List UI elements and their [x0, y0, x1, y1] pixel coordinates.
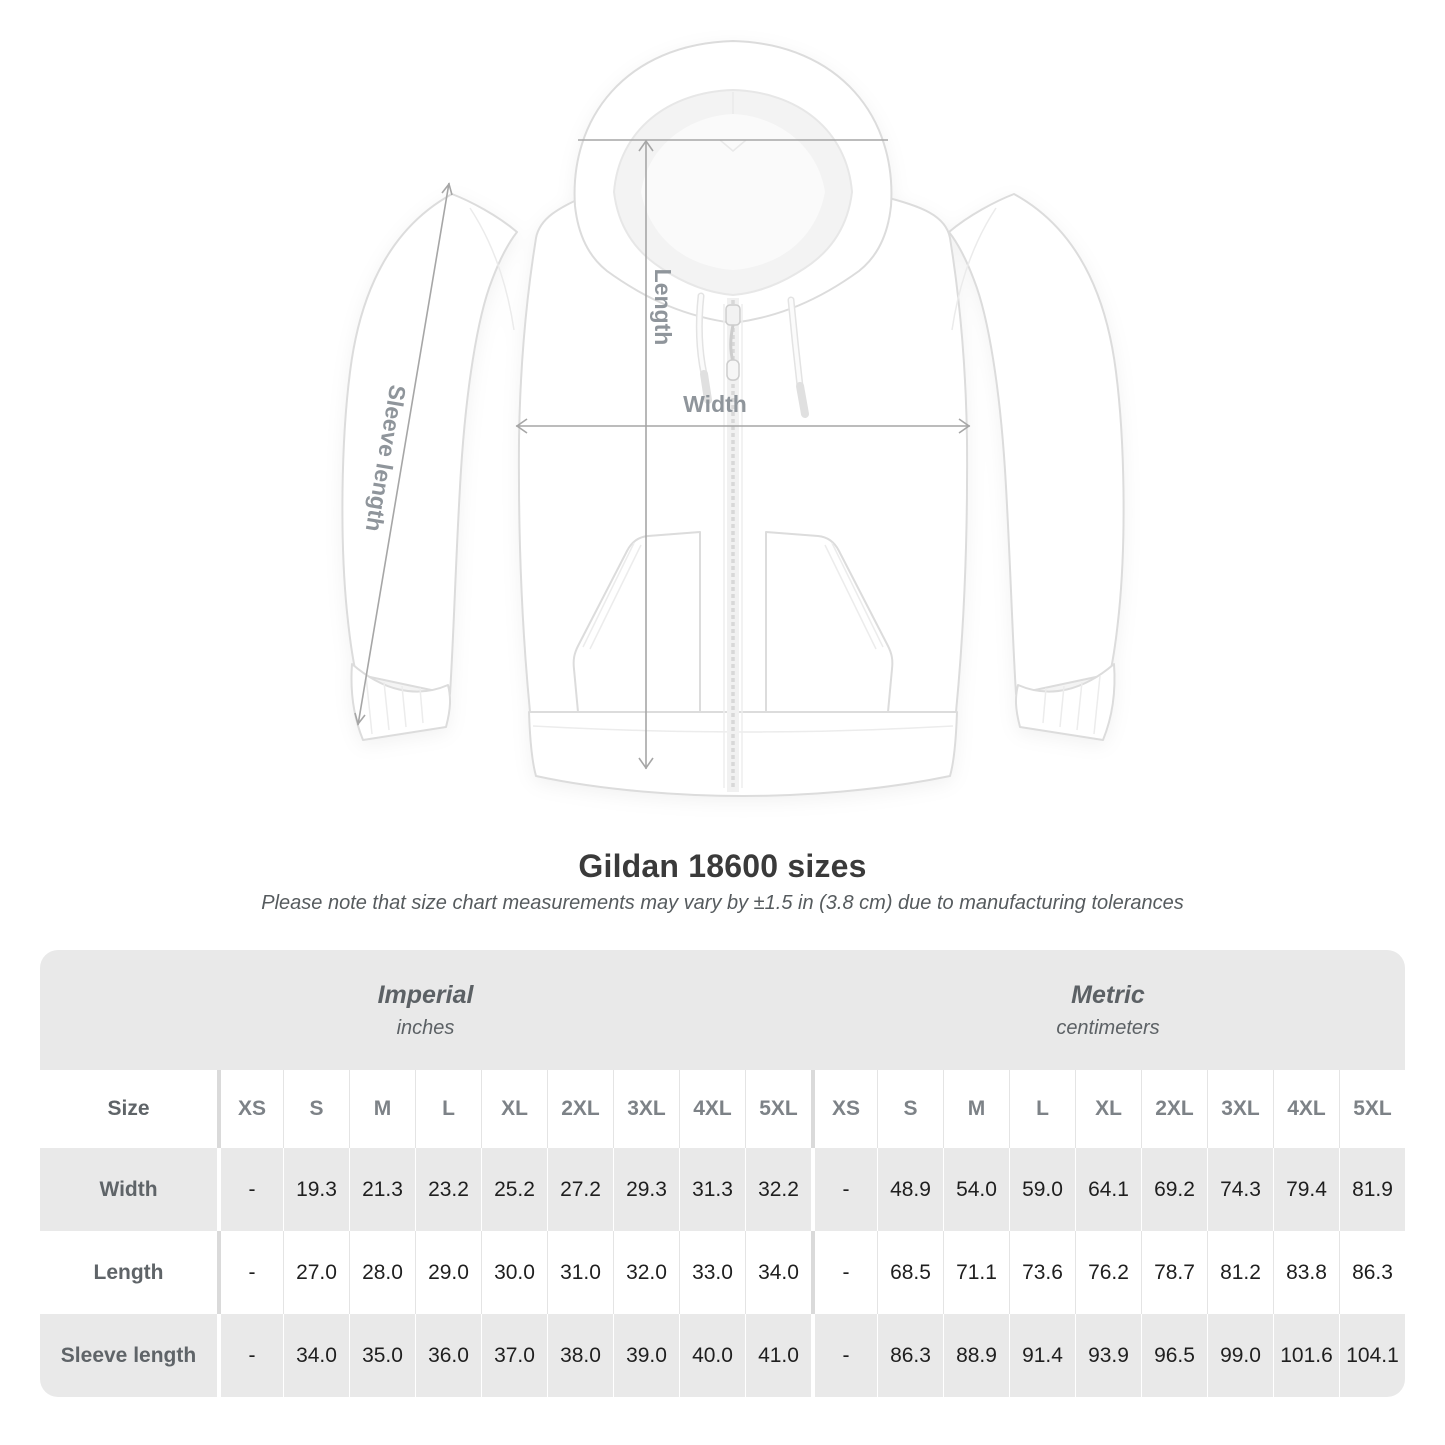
- imperial-unit: inches: [396, 1016, 455, 1039]
- value-cell: 88.9: [943, 1314, 1009, 1397]
- value-cell: -: [217, 1314, 283, 1397]
- value-cell: 30.0: [481, 1231, 547, 1314]
- value-cell: 96.5: [1141, 1314, 1207, 1397]
- value-cell: 74.3: [1207, 1148, 1273, 1231]
- sleeve-measure-label: Sleeve length: [360, 383, 412, 534]
- size-cell: 2XL: [1141, 1070, 1207, 1148]
- size-cell: 3XL: [613, 1070, 679, 1148]
- value-cell: 27.2: [547, 1148, 613, 1231]
- value-cell: 76.2: [1075, 1231, 1141, 1314]
- value-cell: 99.0: [1207, 1314, 1273, 1397]
- value-cell: 28.0: [349, 1231, 415, 1314]
- value-cell: -: [811, 1314, 877, 1397]
- value-cell: 64.1: [1075, 1148, 1141, 1231]
- value-cell: 29.3: [613, 1148, 679, 1231]
- value-cell: 86.3: [877, 1314, 943, 1397]
- value-cell: 37.0: [481, 1314, 547, 1397]
- value-cell: 34.0: [745, 1231, 811, 1314]
- value-cell: 101.6: [1273, 1314, 1339, 1397]
- value-cell: 93.9: [1075, 1314, 1141, 1397]
- zipper-pull: [727, 360, 739, 380]
- metric-unit: centimeters: [1056, 1016, 1160, 1039]
- size-header-row: [40, 1070, 1405, 1148]
- size-cell: 3XL: [1207, 1070, 1273, 1148]
- value-cell: 27.0: [283, 1231, 349, 1314]
- row-label: Sleeve length: [60, 1343, 197, 1367]
- value-cell: 31.3: [679, 1148, 745, 1231]
- size-cell: M: [943, 1070, 1009, 1148]
- value-cell: 69.2: [1141, 1148, 1207, 1231]
- size-cell: S: [283, 1070, 349, 1148]
- hoodie-illustration: [342, 41, 1123, 796]
- size-cell: L: [415, 1070, 481, 1148]
- width-measure-label: Width: [683, 391, 747, 417]
- value-cell: 79.4: [1273, 1148, 1339, 1231]
- value-cell: 71.1: [943, 1231, 1009, 1314]
- value-cell: 19.3: [283, 1148, 349, 1231]
- size-cell: XS: [811, 1070, 877, 1148]
- width-row: [40, 1148, 1405, 1231]
- hem-band: [529, 712, 957, 796]
- metric-header: [811, 950, 1405, 1070]
- value-cell: -: [811, 1148, 877, 1231]
- value-cell: 81.9: [1339, 1148, 1405, 1231]
- value-cell: 36.0: [415, 1314, 481, 1397]
- page-title: Gildan 18600 sizes: [578, 848, 867, 884]
- size-cell: 5XL: [1339, 1070, 1405, 1148]
- imperial-header: [40, 950, 811, 1070]
- value-cell: 83.8: [1273, 1231, 1339, 1314]
- value-cell: 78.7: [1141, 1231, 1207, 1314]
- row-label: Width: [99, 1177, 158, 1201]
- size-cell: XL: [481, 1070, 547, 1148]
- value-cell: 40.0: [679, 1314, 745, 1397]
- right-sleeve: [949, 194, 1124, 694]
- tolerance-note: Please note that size chart measurements may vary by ±1.5 in (3.8 cm) due to manufacturing tolerances: [261, 892, 1184, 914]
- size-table: [40, 950, 1405, 1397]
- value-cell: 104.1: [1339, 1314, 1405, 1397]
- size-cell: 4XL: [1273, 1070, 1339, 1148]
- value-cell: 25.2: [481, 1148, 547, 1231]
- value-cell: 23.2: [415, 1148, 481, 1231]
- value-cell: 68.5: [877, 1231, 943, 1314]
- size-cell: 5XL: [745, 1070, 811, 1148]
- length-measure-label: Length: [650, 268, 676, 346]
- value-cell: 41.0: [745, 1314, 811, 1397]
- imperial-title: Imperial: [377, 980, 474, 1009]
- sleeve-length-row: [40, 1314, 1405, 1397]
- unit-header-band: [40, 950, 1405, 1070]
- value-cell: 31.0: [547, 1231, 613, 1314]
- value-cell: 73.6: [1009, 1231, 1075, 1314]
- size-cell: XS: [217, 1070, 283, 1148]
- size-cell: 4XL: [679, 1070, 745, 1148]
- value-cell: -: [811, 1231, 877, 1314]
- value-cell: 32.2: [745, 1148, 811, 1231]
- value-cell: 33.0: [679, 1231, 745, 1314]
- value-cell: 59.0: [1009, 1148, 1075, 1231]
- value-cell: 39.0: [613, 1314, 679, 1397]
- value-cell: 29.0: [415, 1231, 481, 1314]
- size-cell: XL: [1075, 1070, 1141, 1148]
- size-cell: S: [877, 1070, 943, 1148]
- size-column-label: Size: [107, 1097, 150, 1120]
- value-cell: 32.0: [613, 1231, 679, 1314]
- value-cell: 54.0: [943, 1148, 1009, 1231]
- length-row: [40, 1231, 1405, 1314]
- size-cell: 2XL: [547, 1070, 613, 1148]
- value-cell: 48.9: [877, 1148, 943, 1231]
- value-cell: -: [217, 1231, 283, 1314]
- value-cell: 35.0: [349, 1314, 415, 1397]
- value-cell: 91.4: [1009, 1314, 1075, 1397]
- value-cell: 86.3: [1339, 1231, 1405, 1314]
- value-cell: 81.2: [1207, 1231, 1273, 1314]
- zipper-slider: [726, 305, 740, 325]
- value-cell: 38.0: [547, 1314, 613, 1397]
- size-cell: M: [349, 1070, 415, 1148]
- value-cell: -: [217, 1148, 283, 1231]
- value-cell: 34.0: [283, 1314, 349, 1397]
- metric-title: Metric: [1071, 980, 1145, 1009]
- value-cell: 21.3: [349, 1148, 415, 1231]
- left-sleeve: [342, 194, 517, 694]
- size-cell: L: [1009, 1070, 1075, 1148]
- row-label: Length: [93, 1260, 164, 1284]
